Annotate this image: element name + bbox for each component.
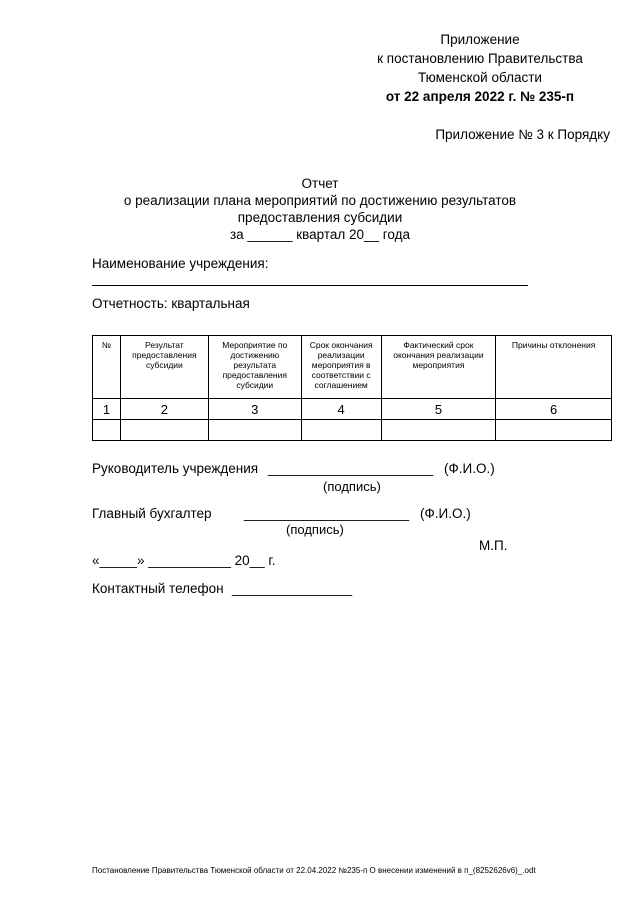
phone-label: Контактный телефон: [92, 581, 224, 596]
accountant-signature-label: Главный бухгалтер: [92, 506, 212, 521]
phone-line: ________________: [232, 581, 353, 596]
header-line-date: от 22 апреля 2022 г. № 235-п: [385, 89, 575, 104]
table-row: [93, 420, 612, 441]
header-cell-activity: Мероприятие по достижению результата предоставления субсидии: [208, 336, 301, 399]
empty-cell: [381, 420, 496, 441]
document-header: [360, 30, 600, 106]
number-cell: 5: [381, 399, 496, 420]
number-cell: 6: [496, 399, 612, 420]
header-line-region: Тюменской области: [418, 70, 542, 85]
report-table: [92, 335, 612, 441]
reporting-period: Отчетность: квартальная: [92, 296, 250, 311]
empty-cell: [93, 420, 121, 441]
header-line-appendix: Приложение: [440, 32, 520, 47]
empty-cell: [496, 420, 612, 441]
accountant-fio-label: (Ф.И.О.): [420, 506, 471, 521]
appendix-reference: Приложение № 3 к Порядку: [435, 127, 610, 142]
date-line: «_____» ___________ 20__ г.: [92, 553, 276, 568]
stamp-label: М.П.: [479, 538, 508, 553]
empty-cell: [301, 420, 381, 441]
header-cell-result: Результат предоставления субсидии: [120, 336, 208, 399]
number-cell: 3: [208, 399, 301, 420]
empty-cell: [208, 420, 301, 441]
head-signature-line: ______________________: [268, 461, 434, 476]
header-cell-reasons: Причины отклонения: [496, 336, 612, 399]
accountant-signature-line: ______________________: [244, 506, 410, 521]
header-cell-deadline: Срок окончания реализации мероприятия в соответствии с соглашением: [301, 336, 381, 399]
table-header-row: [93, 336, 612, 399]
number-cell: 2: [120, 399, 208, 420]
organization-line: [92, 285, 528, 286]
title-line-2: о реализации плана мероприятий по достижению результатов: [123, 193, 517, 208]
organization-label: Наименование учреждения:: [92, 256, 269, 271]
header-line-resolution: к постановлению Правительства: [377, 51, 583, 66]
document-footer: Постановление Правительства Тюменской области от 22.04.2022 №235-п О внесении изменений в п_(8252626v6)_.odt: [92, 866, 536, 875]
head-fio-label: (Ф.И.О.): [444, 461, 495, 476]
title-line-4: за ______ квартал 20__ года: [229, 227, 411, 242]
head-sign-caption: (подпись): [323, 479, 381, 494]
number-cell: 1: [93, 399, 121, 420]
report-title: [0, 175, 640, 243]
empty-cell: [120, 420, 208, 441]
table-row: [93, 399, 612, 420]
header-cell-actual-deadline: Фактический срок окончания реализации мероприятия: [381, 336, 496, 399]
header-cell-number: №: [93, 336, 121, 399]
title-line-3: предоставления субсидии: [237, 210, 403, 225]
head-signature-label: Руководитель учреждения: [92, 461, 259, 476]
accountant-sign-caption: (подпись): [286, 522, 344, 537]
title-line-1: Отчет: [301, 176, 339, 191]
number-cell: 4: [301, 399, 381, 420]
